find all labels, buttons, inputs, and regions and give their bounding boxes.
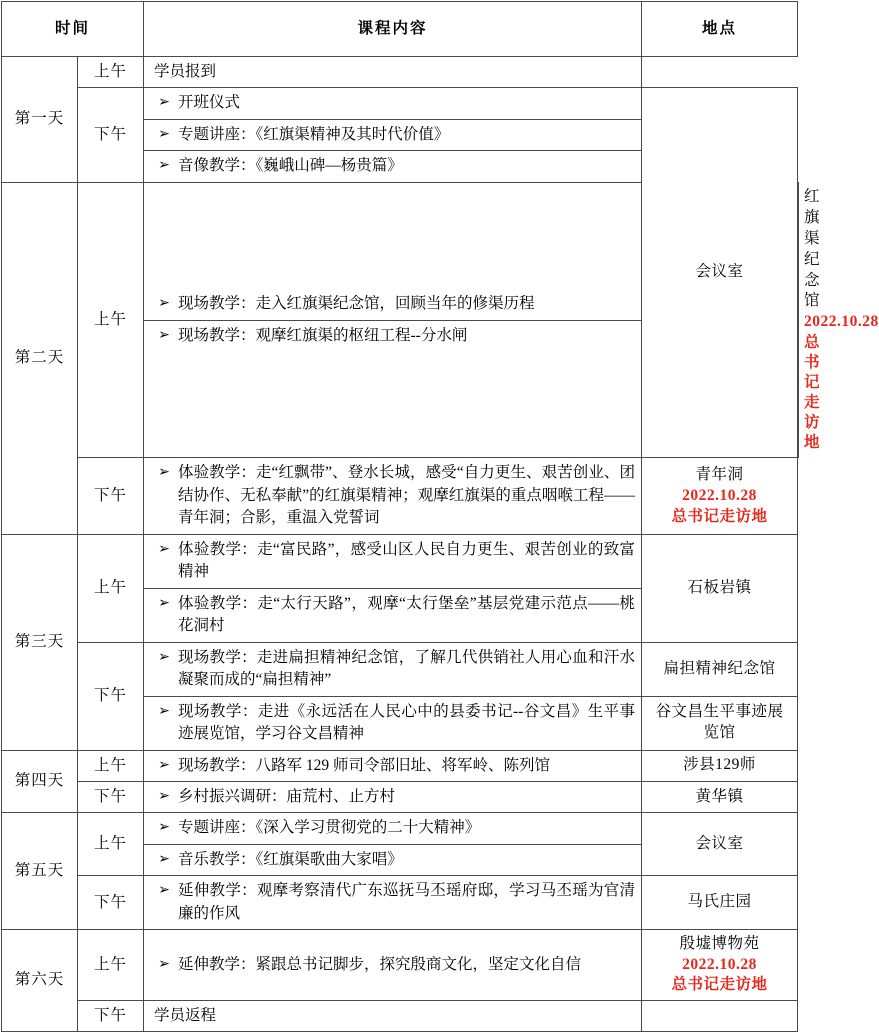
course-item — [150, 593, 635, 638]
table-row — [2, 930, 799, 1000]
half-day-label: 下午 — [78, 876, 144, 930]
table-row — [2, 88, 799, 182]
course-content-cell — [144, 876, 642, 930]
table-row — [2, 534, 799, 642]
course-item — [150, 539, 635, 584]
day-label: 第三天 — [2, 534, 78, 750]
course-item-text: 音乐教学：《红旗渠歌曲大家唱》 — [178, 850, 403, 868]
course-content-cell — [144, 750, 642, 781]
item-divider — [144, 320, 641, 321]
half-day-label: 上午 — [78, 182, 144, 458]
location-cell — [642, 1000, 798, 1031]
course-item — [150, 849, 635, 871]
location-name: 谷文昌生平事迹展览馆 — [655, 703, 784, 742]
course-content-cell — [144, 57, 642, 88]
day-label: 第五天 — [2, 813, 78, 930]
day-label: 第一天 — [2, 57, 78, 183]
course-item-text: 现场教学：八路军 129 师司令部旧址、将军岭、陈列馆 — [178, 756, 551, 774]
location-highlight: 2022.10.28 — [682, 487, 757, 505]
location-cell — [642, 782, 798, 813]
arrow-bullet-icon: ➢ — [158, 757, 170, 773]
item-divider — [144, 588, 641, 589]
half-day-label: 下午 — [78, 1000, 144, 1031]
course-item-text: 体验教学：走“富民路”，感受山区人民自力更生、艰苦创业的致富精神 — [178, 540, 636, 581]
course-item-text: 开班仪式 — [178, 94, 241, 112]
arrow-bullet-icon: ➢ — [158, 820, 170, 836]
location-cell — [642, 696, 798, 750]
location-name: 扁担精神纪念馆 — [663, 659, 776, 677]
course-item-text: 专题讲座：《深入学习贯彻党的二十大精神》 — [178, 819, 481, 837]
course-content-cell — [144, 782, 642, 813]
item-divider — [144, 119, 641, 120]
location-cell: 红旗渠纪念馆 2022.10.28 总书记走访地 — [804, 187, 879, 452]
table-row — [2, 750, 799, 781]
course-item-text: 现场教学：走入红旗渠纪念馆，回顾当年的修渠历程 — [178, 295, 535, 313]
location-name: 马氏庄园 — [687, 893, 752, 911]
half-day-label: 上午 — [78, 930, 144, 1000]
location-cell — [642, 876, 798, 930]
half-day-label: 上午 — [78, 534, 144, 642]
half-day-label: 下午 — [78, 642, 144, 750]
course-item — [150, 124, 635, 146]
course-content-cell — [144, 88, 642, 182]
arrow-bullet-icon: ➢ — [158, 789, 170, 805]
half-day-label: 上午 — [78, 750, 144, 781]
course-content-cell — [144, 642, 642, 696]
location-cell — [642, 458, 798, 534]
arrow-bullet-icon: ➢ — [158, 851, 170, 867]
half-day-label: 下午 — [78, 88, 144, 182]
arrow-bullet-icon: ➢ — [158, 649, 170, 665]
course-item — [150, 817, 635, 839]
location-highlight: 总书记走访地 — [671, 507, 768, 525]
table-body — [2, 57, 879, 1032]
arrow-bullet-icon: ➢ — [158, 595, 170, 611]
course-item-text: 体验教学：走“太行天路”，观摩“太行堡垒”基层党建示范点——桃花洞村 — [178, 594, 636, 635]
location-cell — [642, 642, 798, 696]
location-highlight: 总书记走访地 — [671, 976, 768, 994]
arrow-bullet-icon: ➢ — [158, 465, 170, 481]
location-cell — [642, 534, 798, 642]
location-name: 会议室 — [695, 834, 744, 852]
location-name: 青年洞 — [695, 466, 744, 484]
course-item — [150, 155, 635, 177]
course-item — [150, 647, 635, 692]
location-cell — [642, 930, 798, 1000]
course-content-cell — [144, 458, 642, 534]
course-item-text: 现场教学：走进扁担精神纪念馆，了解几代供销社人用心血和汗水凝聚而成的“扁担精神” — [178, 648, 636, 689]
table-row — [2, 782, 799, 813]
course-content-cell — [144, 696, 642, 750]
table-row — [2, 642, 799, 696]
day-label: 第四天 — [2, 750, 78, 813]
half-day-label: 下午 — [78, 458, 144, 534]
table-row — [2, 876, 799, 930]
course-item — [150, 786, 635, 808]
location-name: 会议室 — [695, 263, 744, 281]
location-cell — [642, 813, 798, 876]
course-item — [150, 880, 635, 925]
day-label: 第六天 — [2, 930, 78, 1032]
half-day-label: 下午 — [78, 782, 144, 813]
arrow-bullet-icon: ➢ — [158, 703, 170, 719]
arrow-bullet-icon: ➢ — [158, 327, 170, 343]
arrow-bullet-icon: ➢ — [158, 883, 170, 899]
location-name: 黄华镇 — [695, 787, 744, 805]
arrow-bullet-icon: ➢ — [158, 126, 170, 142]
course-content-cell — [144, 534, 642, 642]
half-day-label: 上午 — [78, 813, 144, 876]
course-item-text: 专题讲座：《红旗渠精神及其时代价值》 — [178, 125, 450, 143]
course-content-cell — [144, 182, 642, 458]
table-row — [2, 813, 799, 876]
course-content-cell — [144, 1000, 642, 1031]
course-item-text: 乡村振兴调研：庙荒村、止方村 — [178, 788, 396, 806]
arrow-bullet-icon: ➢ — [158, 158, 170, 174]
course-item — [150, 755, 635, 777]
item-divider — [144, 844, 641, 845]
course-item — [150, 701, 635, 746]
course-content-cell — [144, 930, 642, 1000]
course-item — [150, 954, 635, 976]
course-item — [150, 92, 635, 114]
table-header-row — [2, 2, 799, 57]
location-name: 殷墟博物苑 — [679, 935, 760, 953]
course-item-text: 学员报到 — [154, 63, 217, 80]
course-item-text: 延伸教学：紧跟总书记脚步，探究殷商文化，坚定文化自信 — [178, 955, 582, 973]
location-name: 石板岩镇 — [687, 578, 752, 596]
header-time: 时间 — [2, 2, 144, 57]
location-highlight: 2022.10.28 — [682, 956, 757, 974]
location-cell — [642, 750, 798, 781]
location-name: 涉县129师 — [683, 756, 756, 774]
course-content-cell — [144, 813, 642, 876]
course-item-text: 体验教学：走“红飘带”、登水长城，感受“自力更生、艰苦创业、团结协作、无私奉献”的红旗渠精神；观摩红旗渠的重点咽喉工程——青年洞；合影，重温入党誓词 — [178, 464, 636, 527]
arrow-bullet-icon: ➢ — [158, 95, 170, 111]
table-row — [2, 57, 799, 88]
course-item-text: 现场教学：走进《永远活在人民心中的县委书记--谷文昌》生平事迹展览馆，学习谷文昌精神 — [178, 702, 636, 743]
course-item-text: 延伸教学：观摩考察清代广东巡抚马丕瑶府邸，学习马丕瑶为官清廉的作风 — [178, 882, 636, 922]
header-place: 地点 — [642, 2, 798, 57]
table-row — [2, 1000, 799, 1031]
item-divider — [144, 150, 641, 151]
arrow-bullet-icon: ➢ — [158, 956, 170, 972]
schedule-table — [1, 1, 879, 1032]
course-item-text: 学员返程 — [154, 1006, 217, 1024]
header-content: 课程内容 — [144, 2, 642, 57]
course-item — [150, 462, 635, 529]
arrow-bullet-icon: ➢ — [158, 541, 170, 557]
course-item-text: 现场教学：观摩红旗渠的枢纽工程--分水闸 — [178, 326, 468, 344]
arrow-bullet-icon: ➢ — [158, 296, 170, 312]
course-item — [150, 293, 635, 315]
day-label: 第二天 — [2, 182, 78, 534]
course-item-text: 音像教学：《巍峨山碑—杨贵篇》 — [178, 157, 403, 175]
course-item — [150, 325, 635, 347]
table-row — [2, 458, 799, 534]
half-day-label: 上午 — [78, 57, 144, 88]
